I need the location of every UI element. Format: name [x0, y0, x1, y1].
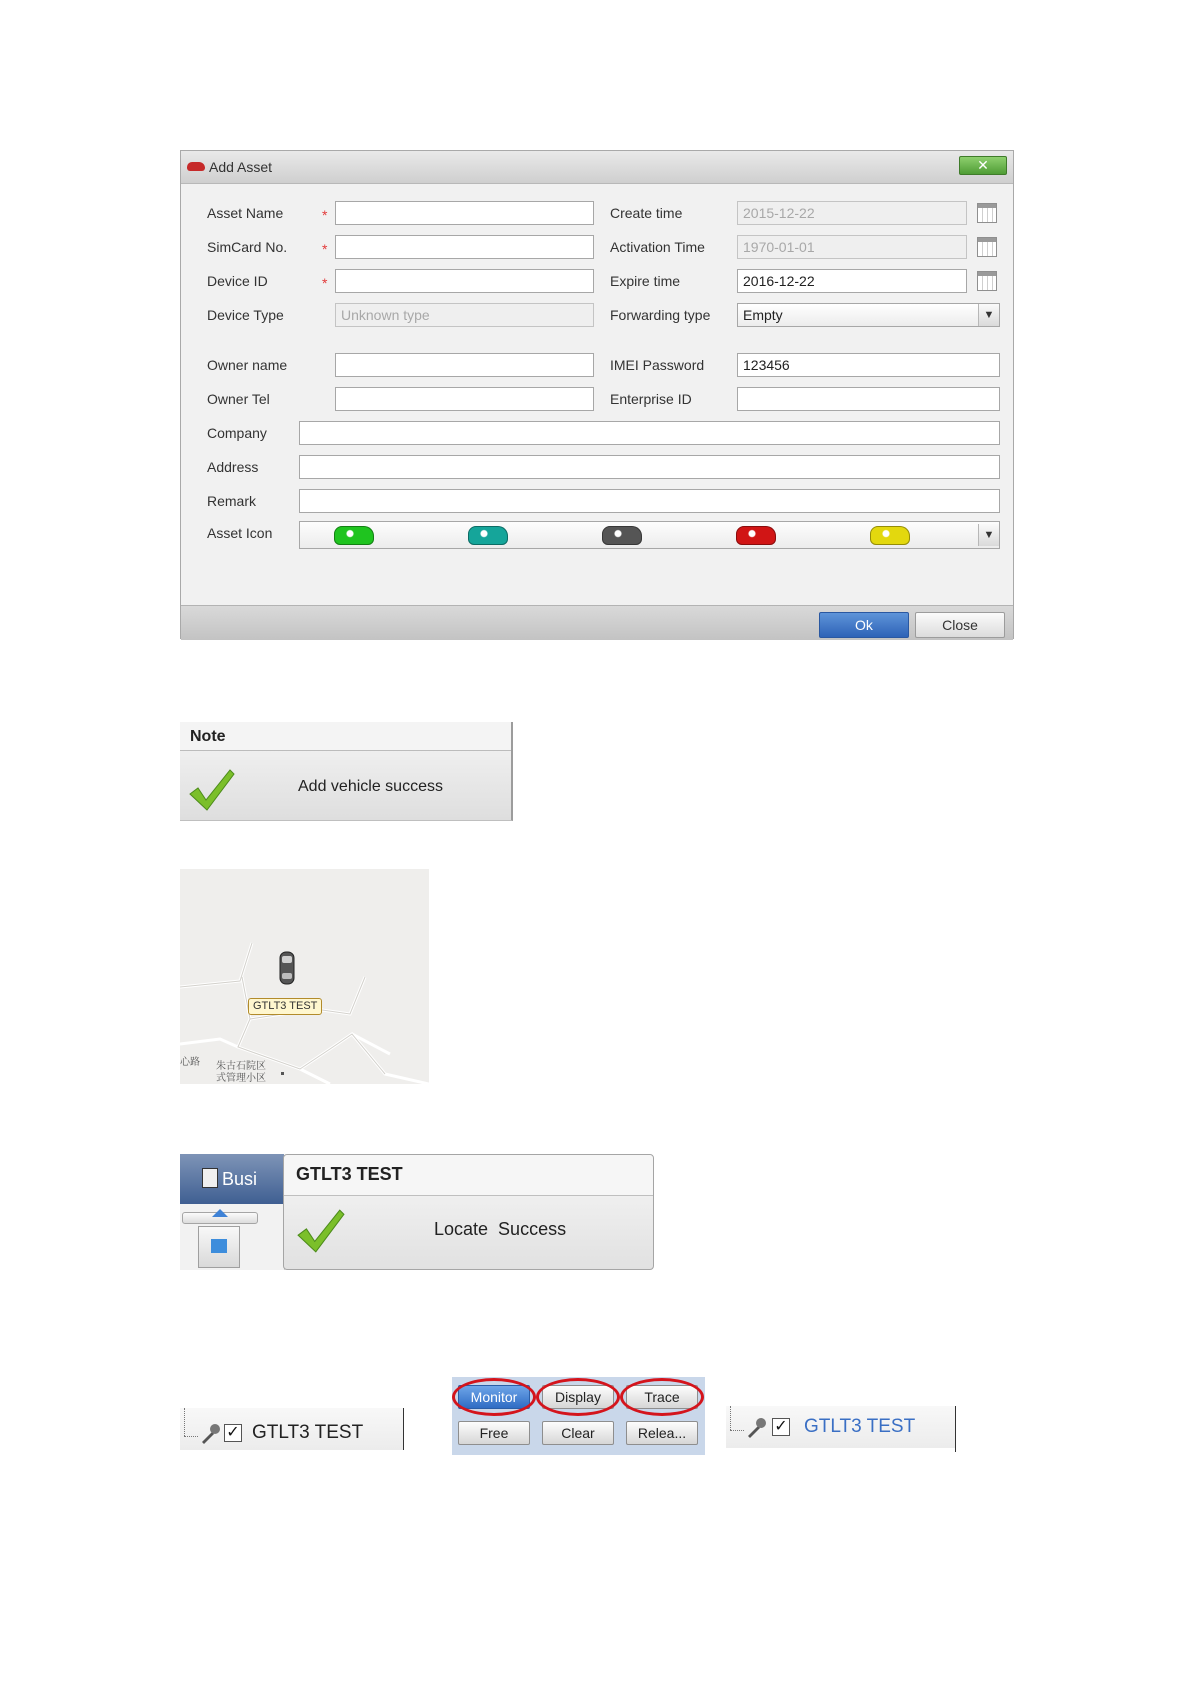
expire-time-label: Expire time: [610, 273, 681, 289]
note-popup: [180, 722, 513, 821]
business-tab-strip[interactable]: [180, 1154, 284, 1204]
locate-arrow-icon: [211, 1239, 227, 1253]
vehicle-marker-icon[interactable]: [278, 951, 296, 985]
asset-name-label: Asset Name: [207, 205, 284, 221]
wrench-icon: [744, 1416, 768, 1440]
note-title: Note: [190, 728, 226, 745]
locate-success-card: [283, 1154, 654, 1270]
display-button[interactable]: Display: [542, 1385, 614, 1409]
simcard-input[interactable]: [335, 235, 594, 259]
checkmark-icon: [188, 768, 236, 812]
place-label: 朱古石院区: [216, 1061, 266, 1072]
dialog-footer: [181, 605, 1013, 640]
device-id-label: Device ID: [207, 273, 268, 289]
owner-name-label: Owner name: [207, 357, 288, 373]
dialog-title: Add Asset: [209, 159, 273, 175]
required-mark: *: [322, 207, 328, 223]
map-view[interactable]: [180, 869, 429, 1084]
address-input[interactable]: [299, 455, 1000, 479]
teal-car-icon[interactable]: [468, 526, 508, 545]
calendar-icon[interactable]: [977, 203, 997, 223]
create-time-label: Create time: [610, 205, 683, 221]
forwarding-type-label: Forwarding type: [610, 307, 711, 323]
locate-popup-area: [180, 1150, 654, 1270]
dialog-close-icon[interactable]: ✕: [959, 156, 1007, 175]
tree-line: [184, 1436, 198, 1438]
required-mark: *: [322, 241, 328, 257]
activation-time-input[interactable]: 1970-01-01: [737, 235, 967, 259]
dialog-title-bar: [181, 151, 1013, 184]
tree-item-left[interactable]: [180, 1408, 404, 1450]
tree-checkbox[interactable]: ✓: [772, 1418, 790, 1436]
tree-line: [184, 1408, 186, 1436]
asset-icon-label: Asset Icon: [207, 525, 273, 541]
simcard-label: SimCard No.: [207, 239, 288, 255]
calendar-icon[interactable]: [977, 271, 997, 291]
arrow-up-icon: [212, 1209, 228, 1217]
device-type-input[interactable]: Unknown type: [335, 303, 594, 327]
gray-car-icon[interactable]: [602, 526, 642, 545]
checkmark-icon: [296, 1207, 346, 1255]
device-type-label: Device Type: [207, 307, 284, 323]
action-button-panel: [452, 1377, 705, 1455]
highlight-ring: [452, 1378, 536, 1416]
clear-button[interactable]: Clear: [542, 1421, 614, 1445]
note-header: [180, 722, 511, 751]
remark-input[interactable]: [299, 489, 1000, 513]
address-label: Address: [207, 459, 259, 475]
car-icon: [187, 162, 205, 171]
owner-name-input[interactable]: [335, 353, 594, 377]
place-label: 式管理小区: [216, 1073, 266, 1084]
forwarding-type-select[interactable]: [737, 303, 1000, 327]
tree-line: [730, 1406, 732, 1430]
map-roads: [180, 869, 429, 1084]
locate-message: Locate Success: [434, 1219, 567, 1239]
expire-time-input[interactable]: 2016-12-22: [737, 269, 967, 293]
side-toolbar: [180, 1204, 285, 1270]
clipboard-icon: [202, 1168, 218, 1188]
tree-checkbox[interactable]: ✓: [224, 1424, 242, 1442]
close-button[interactable]: Close: [915, 612, 1005, 638]
calendar-icon[interactable]: [977, 237, 997, 257]
free-button[interactable]: Free: [458, 1421, 530, 1445]
red-car-icon[interactable]: [736, 526, 776, 545]
asset-name-input[interactable]: [335, 201, 594, 225]
tree-line: [730, 1430, 744, 1432]
imei-password-input[interactable]: 123456: [737, 353, 1000, 377]
device-id-input[interactable]: [335, 269, 594, 293]
company-label: Company: [207, 425, 267, 441]
owner-tel-label: Owner Tel: [207, 391, 270, 407]
imei-password-label: IMEI Password: [610, 357, 705, 373]
chevron-down-icon[interactable]: ▼: [978, 304, 999, 326]
activation-time-label: Activation Time: [610, 239, 705, 255]
enterprise-id-input[interactable]: [737, 387, 1000, 411]
business-tab-label[interactable]: Busi: [222, 1169, 258, 1189]
divider: [955, 1406, 956, 1452]
add-asset-dialog: [180, 150, 1014, 639]
forwarding-type-value: Empty: [743, 307, 783, 323]
remark-label: Remark: [207, 493, 257, 509]
highlight-ring: [536, 1378, 620, 1416]
road-label: 心路: [180, 1057, 200, 1068]
tree-item-label[interactable]: GTLT3 TEST: [804, 1416, 916, 1437]
tree-item-label[interactable]: GTLT3 TEST: [252, 1422, 364, 1443]
asset-icon-select[interactable]: [299, 521, 1000, 549]
locate-title: GTLT3 TEST: [296, 1164, 403, 1184]
vehicle-label[interactable]: GTLT3 TEST: [248, 998, 322, 1015]
chevron-down-icon[interactable]: ▼: [978, 524, 999, 546]
release-button[interactable]: Relea...: [626, 1421, 698, 1445]
highlight-ring: [620, 1378, 704, 1416]
required-mark: *: [322, 275, 328, 291]
enterprise-id-label: Enterprise ID: [610, 391, 692, 407]
owner-tel-input[interactable]: [335, 387, 594, 411]
divider: [403, 1408, 404, 1450]
yellow-car-icon[interactable]: [870, 526, 910, 545]
ok-button[interactable]: Ok: [819, 612, 909, 638]
tree-item-right[interactable]: [726, 1406, 956, 1448]
green-car-icon[interactable]: [334, 526, 374, 545]
wrench-icon: [198, 1422, 222, 1446]
note-message: Add vehicle success: [298, 778, 443, 795]
map-dot: [281, 1072, 284, 1075]
locate-tool-button[interactable]: [198, 1226, 240, 1268]
trace-button[interactable]: Trace: [626, 1385, 698, 1409]
locate-header: [284, 1155, 653, 1196]
create-time-input[interactable]: 2015-12-22: [737, 201, 967, 225]
company-input[interactable]: [299, 421, 1000, 445]
monitor-button[interactable]: Monitor: [458, 1385, 530, 1409]
